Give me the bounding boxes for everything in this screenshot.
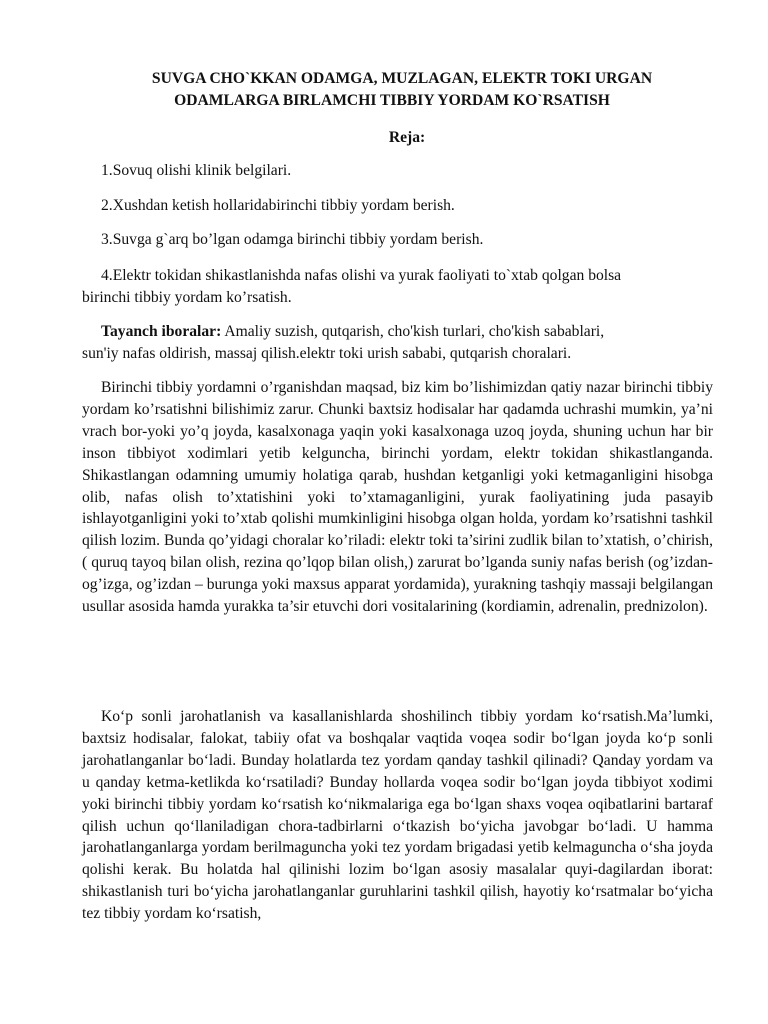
plan-item-text: 3.Suvga g`arq bo’lgan odamga birinchi tibbiy yordam berish.: [101, 231, 484, 248]
plan-item-3: [82, 229, 712, 251]
plan-item-2: [82, 195, 712, 217]
title-line-2: ODAMLARGA BIRLAMCHI TIBBIY YORDAM KO`RSATISH: [174, 92, 610, 109]
plan-item-text: 4.Elektr tokidan shikastlanishda nafas olishi va yurak faoliyati to`xtab qolgan bolsa: [101, 267, 622, 284]
paragraph-1: Birinchi tibbiy yordamni o’rganishdan maqsad, biz kim bo’lishimizdan qatiy nazar birinchi tibbiy yordam ko’rsatishni bilishimiz zarur. Chunki baxtsiz hodisalar har qadamda uchrashi mumkin, ya’ni vrach bor-yoki yo’q joyda, kasalxonaga yaqin yoki kasalxonaga uzoq joyda, shuning uchun har bir inson tibbiyot xodimlari yetib kelguncha, birinchi yordam, elektr tokidan shikastlanganda. Shikastlangan odamning umumiy holatiga qarab, hushdan ketganligi yoki ketmaganligini hisobga olib, nafas olish to’xtatishini yoki to’xtamaganligini, yurak faoliyatining juda pasayib ishlayotganligini yoki to’xtab qolishi mumkinligini hisobga olgan holda, yordam ko’rsatishni tashkil qilish lozim. Bunda qo’yidagi choralar ko’riladi: elektr toki ta’sirini zudlik bilan to’xtatish, o’chirish, ( quruq tayoq bilan olish, rezina qo’lqop bilan olish,) zarurat bo’lganda suniy nafas berish (og’izdan-og’izga, og’izdan – burunga yoki maxsus apparat yordamida), yurakning tashqiy massaji belgilangan usullar asosida hamda yurakka ta’sir etuvchi dori vositalarining (kordiamin, adrenalin, prednizolon).: [82, 379, 713, 616]
title-line-1: SUVGA CHO`KKAN ODAMGA, MUZLAGAN, ELEKTR TOKI URGAN: [151, 70, 653, 87]
keywords-block: [82, 321, 702, 365]
keywords-label: Tayanch iboralar:: [101, 323, 222, 340]
paragraph-2: Ko‘p sonli jarohatlanish va kasallanishlarda shoshilinch tibbiy yordam ko‘rsatish.Ma’lumki, baxtsiz hodisalar, falokat, tabiiy ofat va boshqalar vaqtida voqea sodir bo‘lgan joyda ko‘p sonli jarohatlanganlar bo‘ladi. Bunday holatlarda tez yordam qanday tashkil qilinadi? Qanday yordam va u qanday ketma-ketlikda ko‘rsatiladi? Bunday hollarda voqea sodir bo‘lgan joyda tibbiyot xodimi yoki birinchi tibbiy yordam ko‘rsatish ko‘nikmalariga ega bo‘lgan shaxs voqea oqibatlarini bartaraf qilish uchun qo‘llaniladigan chora-tadbirlarni o‘tkazish bo‘yicha javobgar bo‘ladi. U hamma jarohatlanganlarga yordam berilmaguncha yoki tez yordam brigadasi yetib kelmaguncha o‘sha joyda qolishi kerak. Bu holatda hal qilinishi lozim bo‘lgan asosiy masalalar quyi-dagilardan iborat: shikastlanish turi bo‘yicha jarohatlanganlar guruhlarini tashkil qilish, hayotiy ko‘rsatmalar bo‘yicha tez tibbiy yordam ko‘rsatish,: [82, 708, 713, 923]
plan-item-text: birinchi tibbiy yordam ko’rsatish.: [82, 289, 292, 306]
keywords-text: Amaliy suzish, qutqarish, cho'kish turlari, cho'kish sabablari,: [221, 323, 605, 340]
plan-item-text: 1.Sovuq olishi klinik belgilari.: [101, 162, 292, 179]
plan-item-4: [82, 265, 712, 287]
plan-item-1: [82, 160, 712, 182]
plan-heading: Reja:: [388, 129, 426, 146]
plan-item-4-continued: [82, 287, 712, 309]
plan-item-text: 2.Xushdan ketish hollaridabirinchi tibbiy yordam berish.: [101, 197, 455, 214]
document-title: [82, 68, 702, 112]
keywords-text-continued: sun'iy nafas oldirish, massaj qilish.elektr toki urish sababi, qutqarish choralari.: [82, 345, 572, 362]
